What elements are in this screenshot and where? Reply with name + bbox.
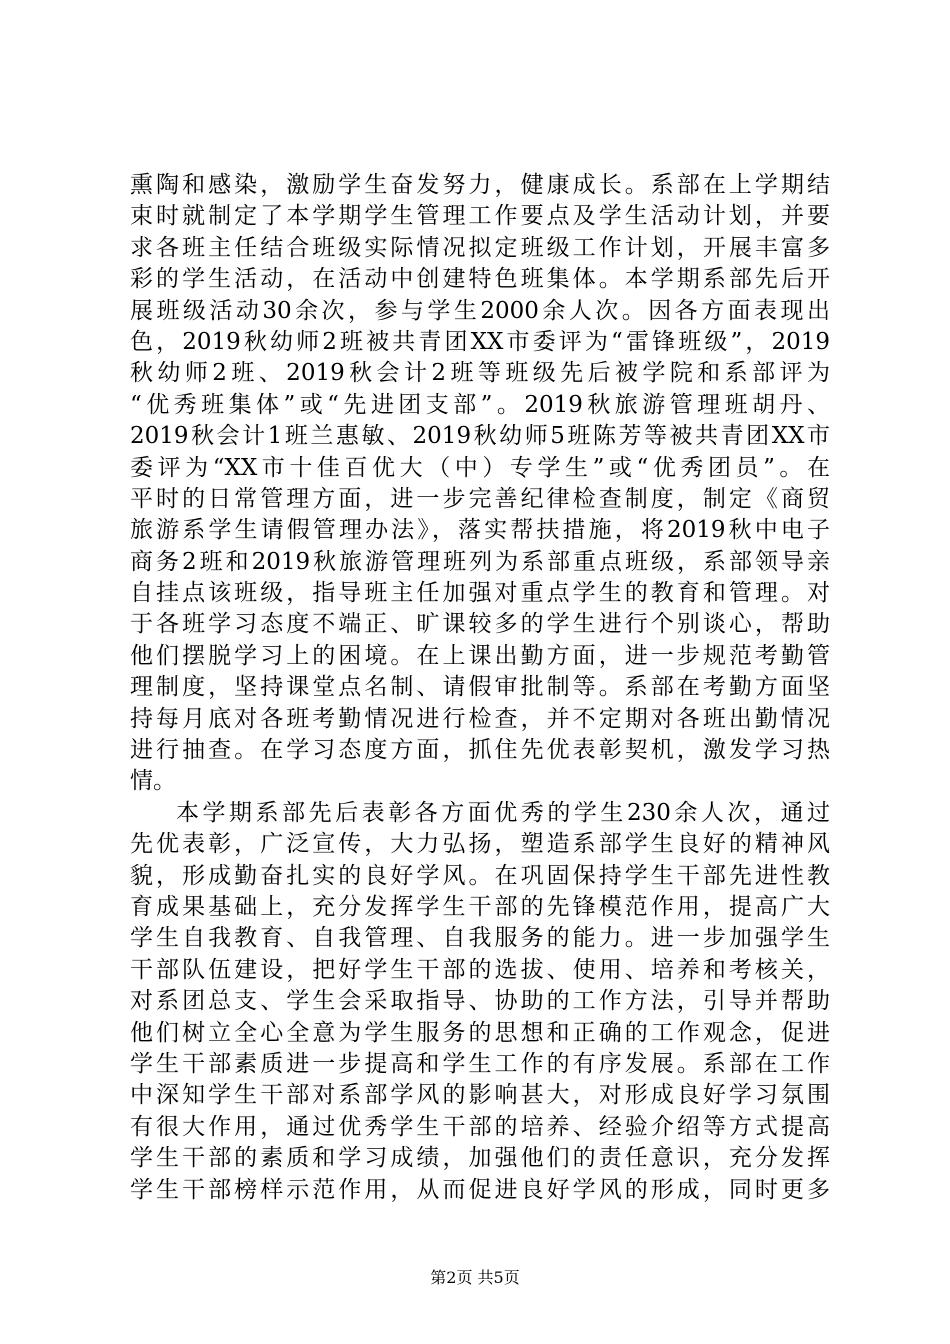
text-line: 求各班主任结合班级实际情况拟定班级工作计划，开展丰富多 [130, 234, 830, 261]
text-line: 2019秋会计1班兰惠敏、2019秋幼师5班陈芳等被共青团XX市 [130, 423, 830, 450]
text-line: 有很大作用，通过优秀学生干部的培养、经验介绍等方式提高 [130, 1113, 830, 1140]
text-line: 学生干部榜样示范作用，从而促进良好学风的形成，同时更多 [130, 1176, 830, 1203]
text-line: 展班级活动30余次，参与学生2000余人次。因各方面表现出 [130, 297, 830, 324]
text-line: 他们树立全心全意为学生服务的思想和正确的工作观念，促进 [130, 1019, 830, 1046]
text-line: 理制度，坚持课堂点名制、请假审批制等。系部在考勤方面坚 [130, 674, 830, 701]
text-line: 先优表彰，广泛宣传，大力弘扬，塑造系部学生良好的精神风 [130, 831, 830, 858]
text-line: 进行抽查。在学习态度方面，抓住先优表彰契机，激发学习热 [130, 737, 830, 764]
text-line: 彩的学生活动，在活动中创建特色班集体。本学期系部先后开 [130, 266, 830, 293]
paragraph-1 [130, 170, 830, 798]
text-line: 秋幼师2班、2019秋会计2班等班级先后被学院和系部评为 [130, 360, 830, 387]
text-line: 平时的日常管理方面，进一步完善纪律检查制度，制定《商贸 [130, 485, 830, 512]
text-line: 商务2班和2019秋旅游管理班列为系部重点班级，系部领导亲 [130, 548, 830, 575]
text-line: 育成果基础上，充分发挥学生干部的先锋模范作用，提高广大 [130, 893, 830, 920]
text-line: 他们摆脱学习上的困境。在上课出勤方面，进一步规范考勤管 [130, 642, 830, 669]
text-line: 貌，形成勤奋扎实的良好学风。在巩固保持学生干部先进性教 [130, 862, 830, 889]
text-line: 本学期系部先后表彰各方面优秀的学生230余人次，通过 [176, 799, 830, 826]
text-line: 色，2019秋幼师2班被共青团XX市委评为“雷锋班级”，2019 [130, 328, 830, 355]
text-line: 对系团总支、学生会采取指导、协助的工作方法，引导并帮助 [130, 988, 830, 1015]
text-line: 学生自我教育、自我管理、自我服务的能力。进一步加强学生 [130, 925, 830, 952]
text-line: 束时就制定了本学期学生管理工作要点及学生活动计划，并要 [130, 203, 830, 230]
body-text [130, 170, 830, 1206]
text-line: 学生干部的素质和学习成绩，加强他们的责任意识，充分发挥 [130, 1145, 830, 1172]
text-line: 干部队伍建设，把好学生干部的选拔、使用、培养和考核关， [130, 956, 830, 983]
text-line: 熏陶和感染，激励学生奋发努力，健康成长。系部在上学期结 [130, 172, 830, 198]
paragraph-2 [130, 798, 830, 1206]
text-line: “优秀班集体”或“先进团支部”。2019秋旅游管理班胡丹、 [130, 391, 830, 418]
text-line: 情。 [130, 768, 176, 795]
text-line: 于各班学习态度不端正、旷课较多的学生进行个别谈心，帮助 [130, 611, 830, 638]
text-line: 委评为“XX市十佳百优大（中）专学生”或“优秀团员”。在 [130, 454, 830, 481]
text-line: 旅游系学生请假管理办法》，落实帮扶措施，将2019秋中电子 [130, 517, 830, 544]
page-number: 第2页 共5页 [430, 1268, 520, 1287]
text-line: 自挂点该班级，指导班主任加强对重点学生的教育和管理。对 [130, 580, 830, 607]
text-line: 中深知学生干部对系部学风的影响甚大，对形成良好学习氛围 [130, 1082, 830, 1109]
text-line: 学生干部素质进一步提高和学生工作的有序发展。系部在工作 [130, 1050, 830, 1077]
text-line: 持每月底对各班考勤情况进行检查，并不定期对各班出勤情况 [130, 705, 830, 732]
page-footer [0, 1268, 950, 1288]
